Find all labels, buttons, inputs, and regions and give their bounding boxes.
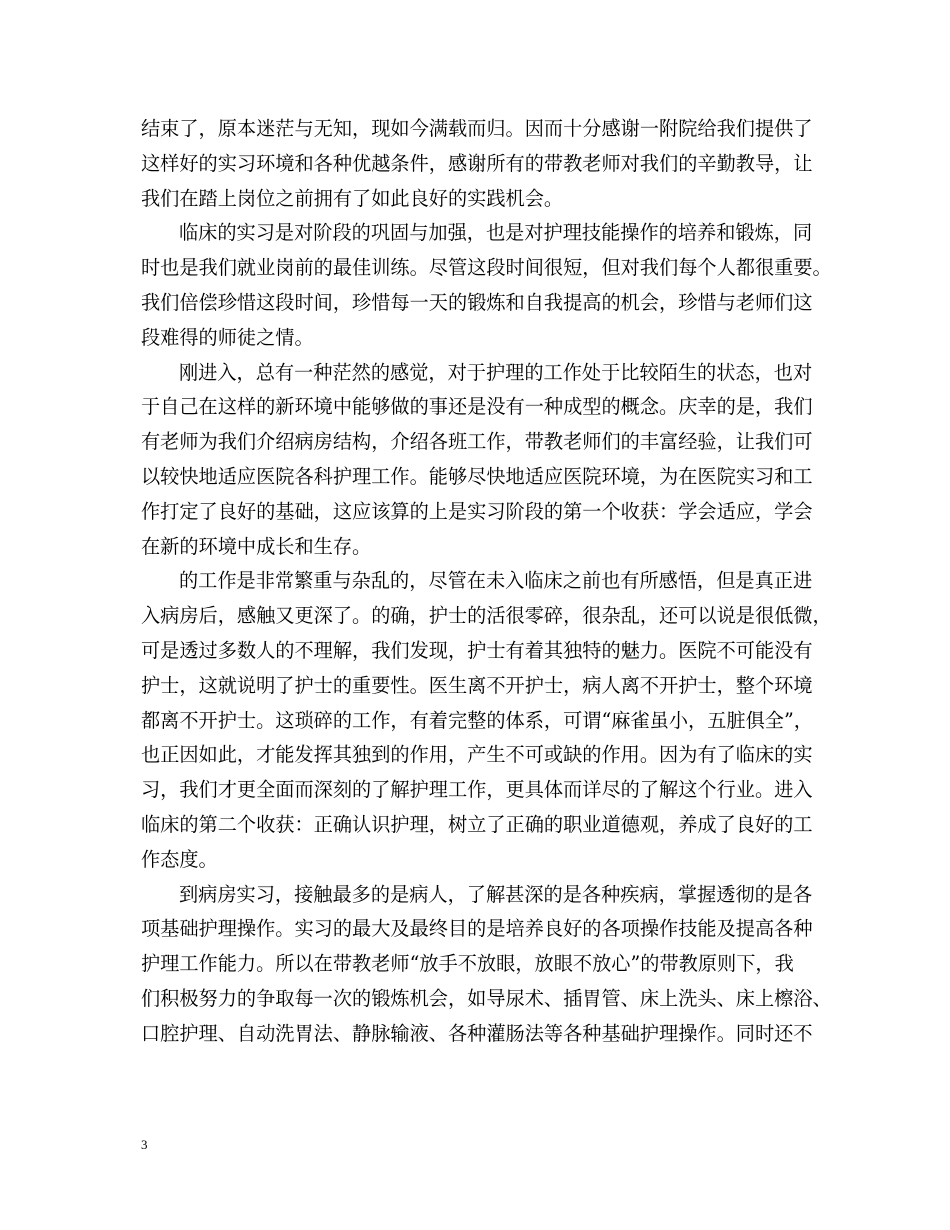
text-line: 有老师为我们介绍病房结构，介绍各班工作，带教老师们的丰富经验，让我们可 [141, 430, 813, 454]
text-line: 于自己在这样的新环境中能够做的事还是没有一种成型的概念。庆幸的是，我们 [141, 395, 813, 419]
text-line: 可是透过多数人的不理解，我们发现，护士有着其独特的魅力。医院不可能没有 [141, 638, 813, 662]
text-line: 入病房后，感触又更深了。的确，护士的活很零碎，很杂乱，还可以说是很低微， [141, 604, 832, 628]
text-line: 我们在踏上岗位之前拥有了如此良好的实践机会。 [141, 186, 564, 210]
text-line: 都离不开护士。这琐碎的工作，有着完整的体系，可谓“麻雀虽小，五脏俱全”， [141, 708, 813, 732]
text-line: 口腔护理、自动洗胃法、静脉输液、各种灌肠法等各种基础护理操作。同时还不 [141, 1021, 813, 1045]
text-line: 们积极努力的争取每一次的锻炼机会，如导尿术、插胃管、床上洗头、床上檫浴、 [141, 986, 832, 1010]
text-line: 在新的环境中成长和生存。 [141, 534, 372, 558]
text-line: 护理工作能力。所以在带教老师“放手不放眼，放眼不放心”的带教原则下，我 [141, 952, 794, 976]
paragraph-first-line: 的工作是非常繁重与杂乱的，尽管在未入临床之前也有所感悟，但是真正进 [179, 569, 813, 593]
paragraph-first-line: 临床的实习是对阶段的巩固与加强，也是对护理技能操作的培养和锻炼，同 [179, 221, 813, 245]
text-line: 作打定了良好的基础，这应该算的上是实习阶段的第一个收获：学会适应，学会 [141, 499, 813, 523]
text-line: 临床的第二个收获：正确认识护理，树立了正确的职业道德观，养成了良好的工 [141, 812, 813, 836]
paragraph-first-line: 刚进入，总有一种茫然的感觉，对于护理的工作处于比较陌生的状态，也对 [179, 360, 813, 384]
body-text [141, 112, 832, 1052]
text-line: 作态度。 [141, 847, 218, 871]
page-number: 3 [141, 1137, 148, 1152]
text-line: 习，我们才更全面而深刻的了解护理工作，更具体而详尽的了解这个行业。进入 [141, 778, 813, 802]
text-line: 以较快地适应医院各科护理工作。能够尽快地适应医院环境，为在医院实习和工 [141, 464, 813, 488]
text-line: 时也是我们就业岗前的最佳训练。尽管这段时间很短，但对我们每个人都很重要。 [141, 256, 832, 280]
text-line: 这样好的实习环境和各种优越条件，感谢所有的带教老师对我们的辛勤教导，让 [141, 151, 813, 175]
text-line: 我们倍偿珍惜这段时间，珍惜每一天的锻炼和自我提高的机会，珍惜与老师们这 [141, 290, 813, 314]
text-line: 结束了，原本迷茫与无知，现如今满载而归。因而十分感谢一附院给我们提供了 [141, 117, 813, 140]
text-line: 段难得的师徒之情。 [141, 325, 314, 349]
paragraph-first-line: 到病房实习，接触最多的是病人，了解甚深的是各种疾病，掌握透彻的是各 [179, 882, 813, 906]
text-line: 护士，这就说明了护士的重要性。医生离不开护士，病人离不开护士，整个环境 [141, 673, 813, 697]
text-line: 也正因如此，才能发挥其独到的作用，产生不可或缺的作用。因为有了临床的实 [141, 743, 813, 767]
text-line: 项基础护理操作。实习的最大及最终目的是培养良好的各项操作技能及提高各种 [141, 917, 813, 941]
